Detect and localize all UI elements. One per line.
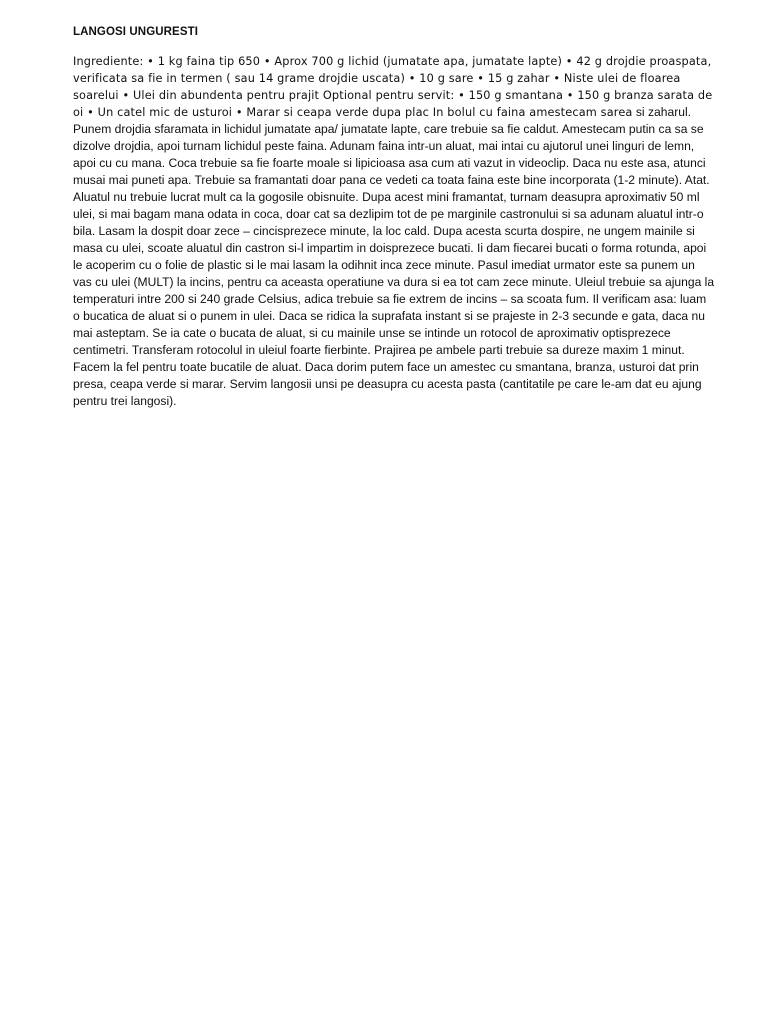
instructions-text: si zaharul. Punem drojdia sfaramata in lichidul jumatate apa/ jumatate lapte, care trebuie sa fie caldut. Amestecam putin ca sa se dizolve drojdia, apoi turnam lichidul peste faina. Adunam faina intr-un aluat, mai intai cu ajutorul unei linguri de lemn, apoi cu cu mana. Coca trebuie sa fie foarte moale si lipicioasa asa cum ati vazut in videoclip. Daca nu este asa, atunci musai mai puneti apa. Trebuie sa framantati doar pana ce vedeti ca toata faina este bine incorporata (1-2 minute). Atat. Aluatul nu trebuie lucrat mult ca la gogosile obisnuite. Dupa acest mini framantat, turnam deasupra aproximativ 50 ml ulei, si mai bagam mana odata in coca, doar cat sa dezlipim tot de pe marginile castronului si sa adunam aluatul intr-o bila. Lasam la dospit doar zece – cincisprezece minute, la loc cald. Dupa acesta scurta dospire, ne ungem mainile si masa cu ulei, scoate aluatul din castron si-l impartim in doisprezece bucati. Ii dam fiecarei bucati o forma rotunda, apoi le acoperim cu o folie de plastic si le mai lasam la odihnit inca zece minute. Pasul imediat urmator este sa punem un vas cu ulei (MULT) la incins, pentru ca aceasta operatiune va dura si ea tot cam zece minute. Uleiul trebuie sa ajunga la temperaturi intre 200 si 240 grade Celsius, adica trebuie sa fie extrem de incins – sa scoata fum. Il verificam asa: luam o bucatica de aluat si o punem in ulei. Daca se ridica la suprafata instant si se prajeste in 2-3 secunde e gata, daca nu mai asteptam. Se ia cate o bucata de aluat, si cu mainile unse se intinde un rotocol de aproximativ optisprezece centimetri. Transferam rotocolul in uleiul foarte fierbinte. Prajirea pe ambele parti trebuie sa dureze maxim 1 minut. Facem la fel pentru toate bucatile de aluat. Daca dorim putem face un amestec cu smantana, branza, usturoi dat prin presa, ceapa verde si marar. Servim langosii unsi pe deasupra cu acesta pasta (cantitatile pe care le-am dat eu ajung pentru trei langosi). <box>73 105 715 408</box>
ingredients-text: Ingrediente: • 1 kg faina tip 650 • Aprox 700 g lichid (jumatate apa, jumatate lapte) • 42 g drojdie proaspata, verificata sa fie in termen ( sau 14 grame drojdie uscata) • 10 g sare • 15 g zahar • Niste ulei de floarea soarelui • Ulei din abundenta pentru prajit Optional pentru servit: • 150 g smantana • 150 g branza sarata de oi • Un catel mic de usturoi • Marar si ceapa verde dupa plac In bolul cu faina amestecam sarea <box>73 55 713 119</box>
recipe-title: LANGOSI UNGURESTI <box>73 26 199 38</box>
document-content <box>73 24 715 410</box>
recipe-body <box>73 53 715 410</box>
